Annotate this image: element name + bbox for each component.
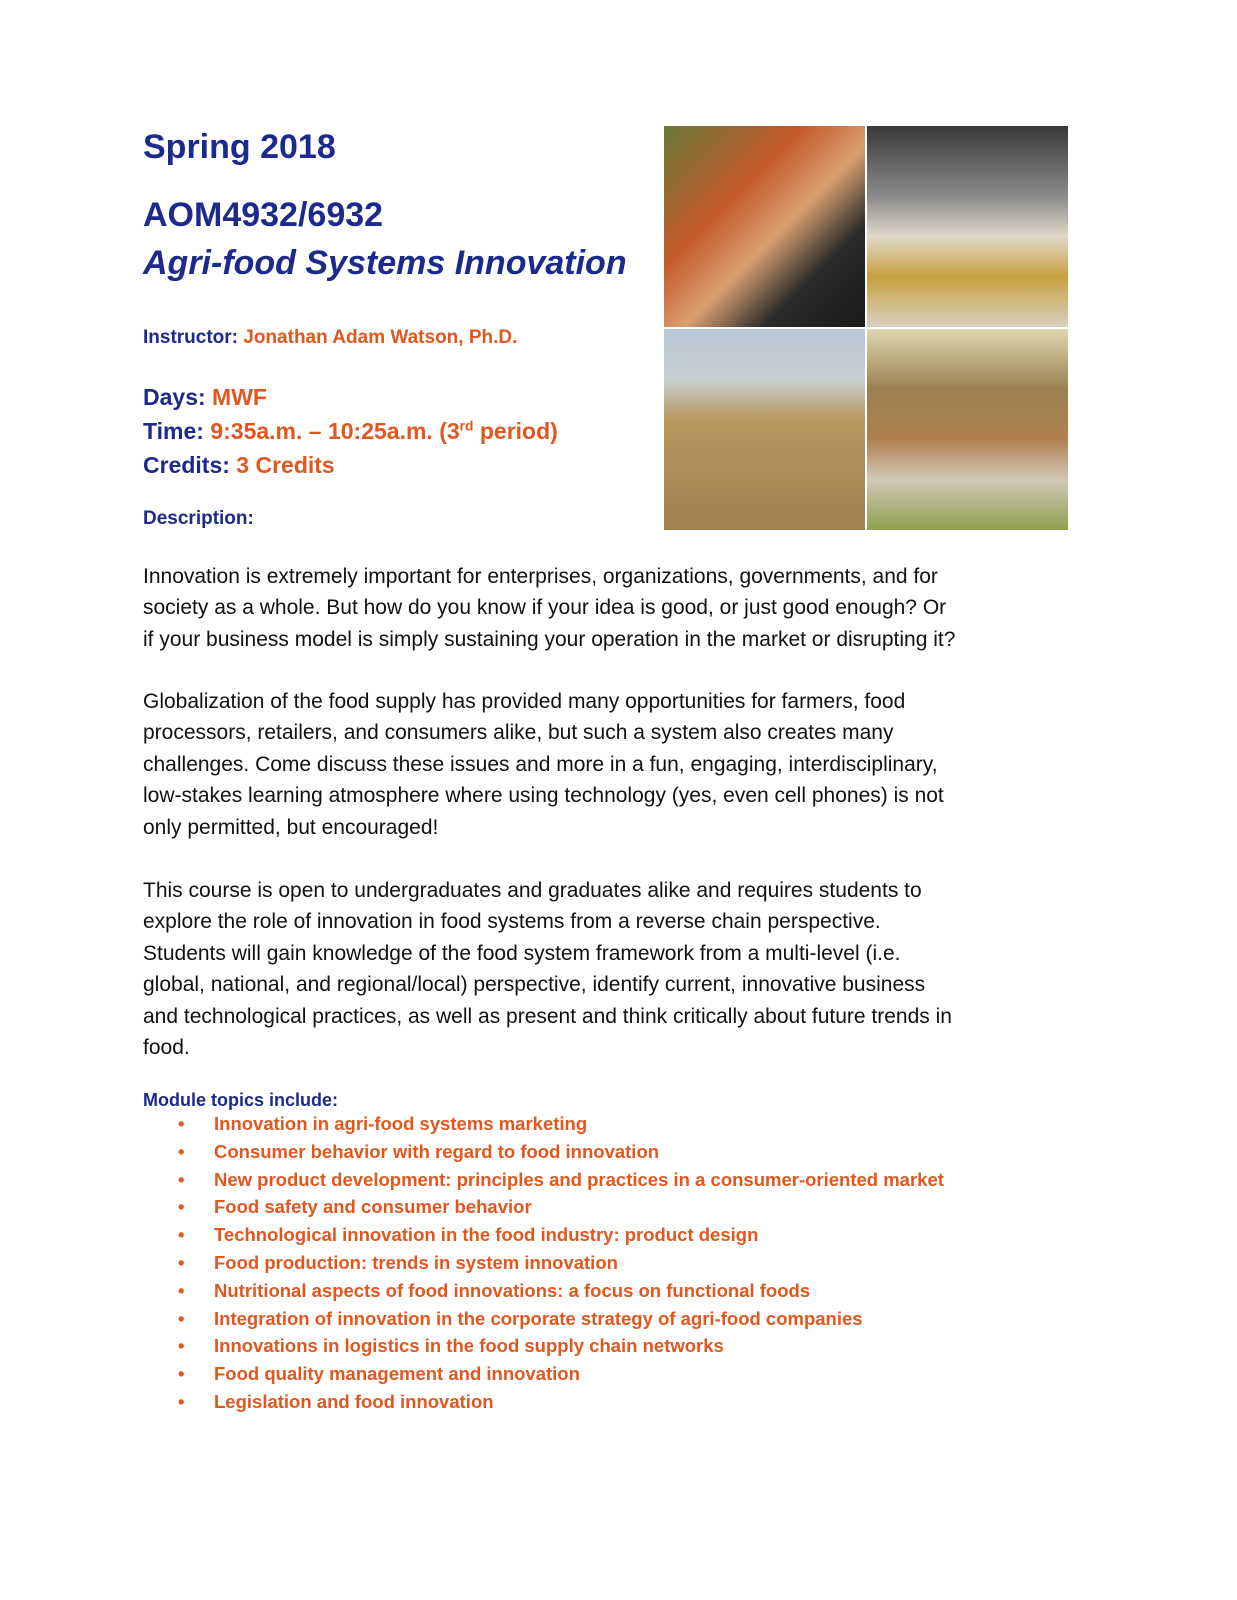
text-line: Globalization of the food supply has provided many opportunities for farmers, food — [143, 690, 906, 713]
module-list-item — [143, 1168, 944, 1197]
instructor-label: Instructor: — [143, 327, 238, 348]
text-line: processors, retailers, and consumers alike, but such a system also creates many — [143, 721, 894, 745]
course-title: Agri-food Systems Innovation — [143, 244, 627, 282]
bullet-icon: • — [178, 1390, 185, 1412]
bullet-icon: • — [178, 1363, 185, 1385]
module-list-item — [143, 1307, 863, 1336]
module-topic: Food safety and consumer behavior — [214, 1196, 532, 1218]
description-paragraph-1 — [143, 561, 955, 655]
text-line: only permitted, but encouraged! — [143, 815, 439, 839]
module-list-item — [143, 1196, 532, 1224]
bullet-icon: • — [178, 1335, 185, 1357]
text-line: Innovation is extremely important for enterprises, organizations, governments, and for — [143, 565, 938, 588]
module-topic: Technological innovation in the food industry: product design — [214, 1224, 759, 1246]
module-topic: Innovation in agri-food systems marketing — [214, 1113, 588, 1134]
bullet-icon: • — [178, 1307, 185, 1329]
time-sup: rd — [459, 418, 474, 434]
time-value — [210, 418, 557, 444]
module-topics — [143, 1090, 944, 1419]
module-topic: New product development: principles and practices in a consumer-oriented market — [214, 1168, 944, 1190]
text-line: This course is open to undergraduates and graduates alike and requires students to — [143, 879, 922, 902]
text-line: and technological practices, as well as present and think critically about future trends in — [143, 1004, 952, 1028]
time-line — [143, 418, 558, 445]
module-topic: Consumer behavior with regard to food innovation — [214, 1140, 660, 1162]
module-topic: Food production: trends in system innovation — [214, 1251, 618, 1273]
bullet-icon: • — [178, 1140, 185, 1162]
bullet-icon: • — [178, 1224, 185, 1246]
course-code: AOM4932/6932 — [143, 196, 384, 234]
instructor-line — [143, 327, 517, 349]
credits-label: Credits: — [143, 452, 230, 478]
text-line: food. — [143, 1036, 190, 1060]
instructor-name: Jonathan Adam Watson, Ph.D. — [243, 327, 518, 348]
module-list-item — [143, 1390, 494, 1419]
bullet-icon: • — [178, 1168, 185, 1190]
days-line — [143, 384, 267, 411]
module-list-item — [143, 1279, 811, 1308]
credits-value: 3 Credits — [236, 452, 335, 478]
module-list-item — [143, 1224, 759, 1252]
module-topic: Integration of innovation in the corporate strategy of agri-food companies — [214, 1307, 863, 1329]
photo-food-processing — [867, 126, 1068, 327]
text-line: if your business model is simply sustaining your operation in the market or disrupting it? — [143, 627, 956, 651]
photo-farmer-field — [664, 329, 865, 530]
text-line: Students will gain knowledge of the food system framework from a multi-level (i.e. — [143, 941, 901, 965]
text-line: challenges. Come discuss these issues and more in a fun, engaging, interdisciplinary, — [143, 752, 938, 776]
module-list-item — [143, 1335, 724, 1363]
photo-collage — [664, 126, 1068, 530]
credits-line — [143, 452, 335, 479]
module-list-item — [143, 1140, 660, 1169]
text-line: explore the role of innovation in food systems from a reverse chain perspective. — [143, 910, 881, 934]
days-value: MWF — [212, 384, 267, 410]
module-topic: Innovations in logistics in the food supply chain networks — [214, 1335, 724, 1357]
bullet-icon: • — [178, 1196, 185, 1218]
bullet-icon: • — [178, 1251, 185, 1273]
description-paragraph-2 — [143, 686, 944, 843]
module-list-item — [143, 1251, 618, 1280]
days-label: Days: — [143, 384, 206, 410]
module-topic: Legislation and food innovation — [214, 1390, 494, 1412]
module-list — [143, 1113, 944, 1419]
time-end: period) — [473, 418, 558, 444]
module-list-item — [143, 1363, 580, 1391]
term-heading: Spring 2018 — [143, 128, 336, 166]
time-label: Time: — [143, 418, 204, 444]
time-text: 9:35a.m. – 10:25a.m. (3 — [210, 418, 460, 444]
module-topic: Food quality management and innovation — [214, 1363, 580, 1385]
module-topic: Nutritional aspects of food innovations: a focus on functional foods — [214, 1279, 811, 1301]
photo-produce-warehouse — [867, 329, 1068, 530]
description-paragraph-3 — [143, 875, 952, 1063]
bullet-icon: • — [178, 1113, 185, 1134]
module-list-item — [143, 1113, 588, 1141]
text-line: low-stakes learning atmosphere where using technology (yes, even cell phones) is not — [143, 784, 944, 808]
text-line: society as a whole. But how do you know if your idea is good, or just good enough? Or — [143, 596, 947, 620]
description-label: Description: — [143, 508, 254, 529]
text-line: global, national, and regional/local) perspective, identify current, innovative business — [143, 973, 926, 997]
module-topics-heading: Module topics include: — [143, 1090, 339, 1110]
bullet-icon: • — [178, 1279, 185, 1301]
photo-grocery-shopper — [664, 126, 865, 327]
